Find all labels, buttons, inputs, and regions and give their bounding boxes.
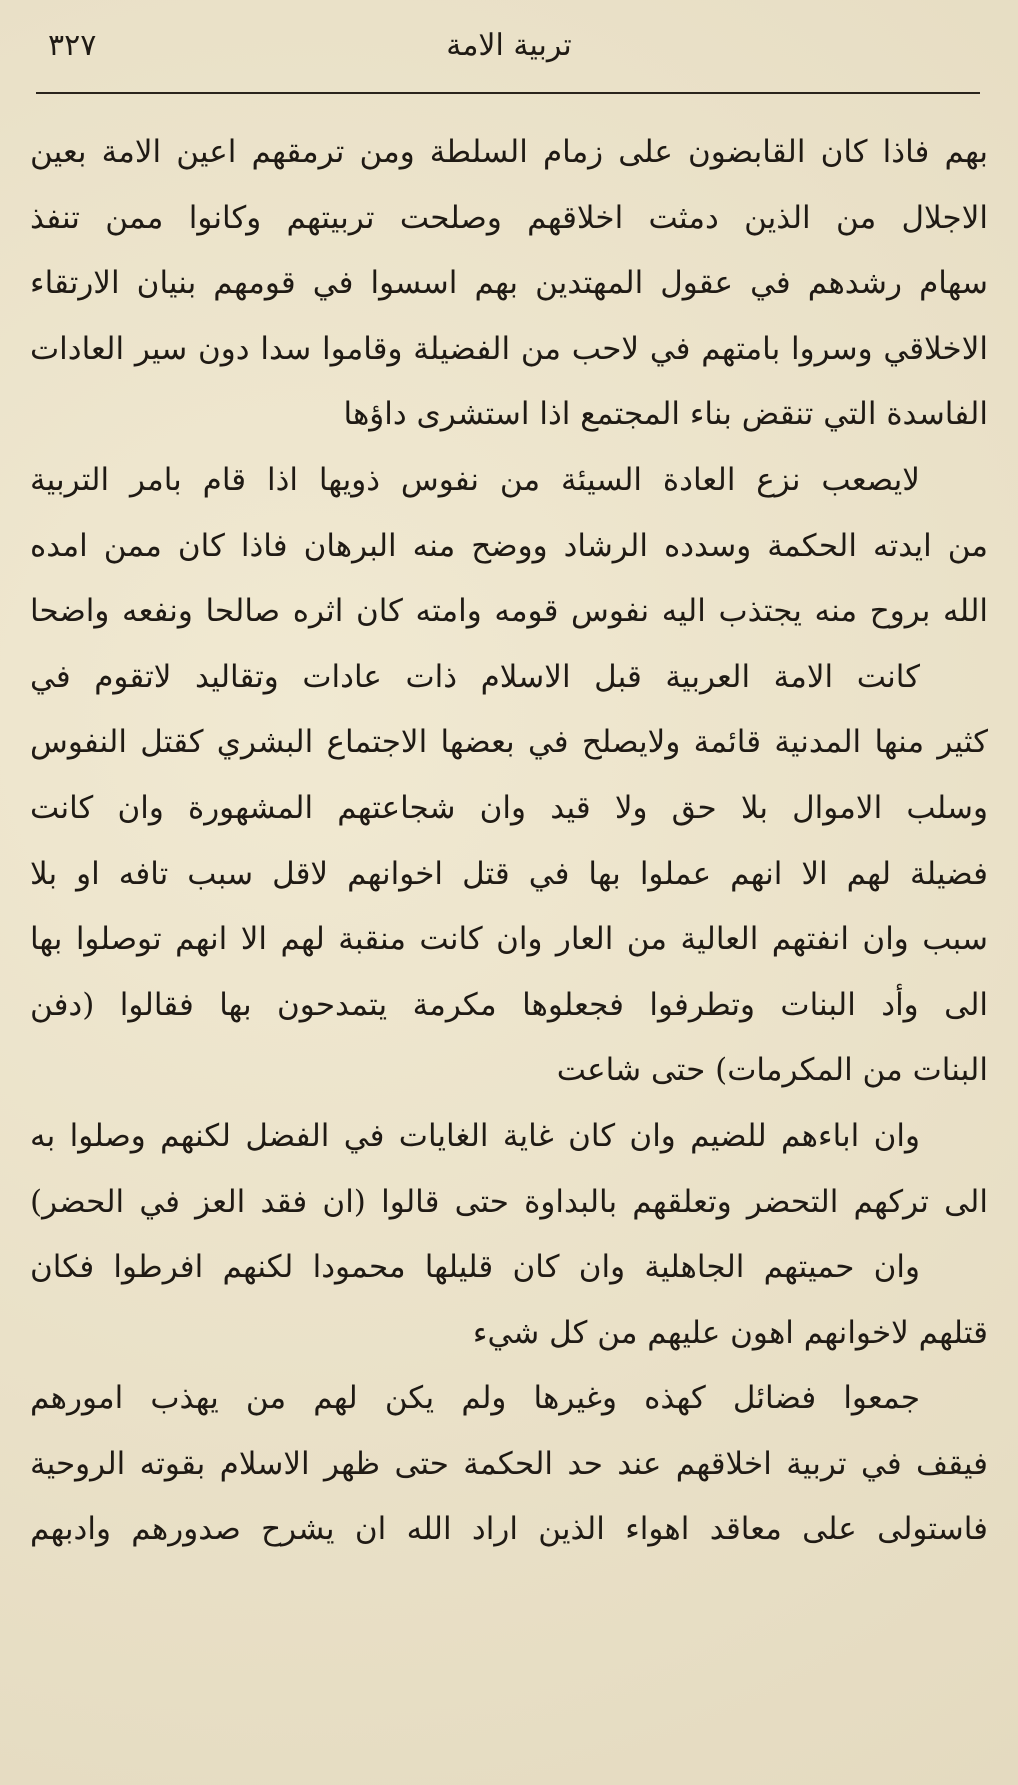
text-line: فاستولى على معاقد اهواء الذين اراد الله ان يشرح صدورهم وادبهم	[30, 1511, 988, 1548]
text-line: وسلب الاموال بلا حق ولا قيد وان شجاعتهم المشهورة وان كانت	[30, 789, 988, 826]
text-line: الله بروح منه يجتذب اليه نفوس قومه وامته كان اثره صالحا ونفعه واضحا	[30, 593, 988, 630]
text-line: فيقف في تربية اخلاقهم عند حد الحكمة حتى ظهر الاسلام بقوته الروحية	[30, 1445, 988, 1482]
page-number: ٣٢٧	[48, 28, 97, 63]
page-header	[40, 22, 978, 74]
text-line: الفاسدة التي تنقض بناء المجتمع اذا استشرى داؤها	[343, 396, 988, 433]
body-text	[30, 120, 988, 1563]
text-line: لايصعب نزع العادة السيئة من نفوس ذويها اذا قام بامر التربية	[30, 461, 920, 498]
text-line: بهم فاذا كان القابضون على زمام السلطة ومن ترمقهم اعين الامة بعين	[30, 134, 988, 170]
text-line: من ايدته الحكمة وسدده الرشاد ووضح منه البرهان فاذا كان ممن امده	[30, 527, 988, 564]
text-line: الاجلال من الذين دمثت اخلاقهم وصلحت تربيتهم وكانوا ممن تنفذ	[30, 199, 988, 236]
text-line: البنات من المكرمات) حتى شاعت	[556, 1052, 988, 1089]
header-rule	[36, 92, 980, 94]
text-line: سهام رشدهم في عقول المهتدين بهم اسسوا في قومهم بنيان الارتقاء	[30, 265, 988, 302]
text-line: وان اباءهم للضيم وان كان غاية الغايات في الفضل لكنهم وصلوا به	[30, 1117, 920, 1154]
text-line: الاخلاقي وسروا بامتهم في لاحب من الفضيلة وقاموا سدا دون سير العادات	[30, 330, 988, 367]
text-line: سبب وان انفتهم العالية من العار وان كانت منقبة لهم الا انهم توصلوا بها	[30, 921, 988, 958]
running-title: تربية الامة	[446, 28, 572, 63]
text-line: فضيلة لهم الا انهم عملوا بها في قتل اخوانهم لاقل سبب تافه او بلا	[30, 855, 988, 892]
text-line: الى تركهم التحضر وتعلقهم بالبداوة حتى قالوا (ان فقد العز في الحضر)	[30, 1183, 988, 1220]
text-line: الى وأد البنات وتطرفوا فجعلوها مكرمة يتمدحون بها فقالوا (دفن	[30, 986, 988, 1023]
text-line: وان حميتهم الجاهلية وان كان قليلها محمودا لكنهم افرطوا فكان	[30, 1249, 920, 1286]
text-line: كثير منها المدنية قائمة ولايصلح في بعضها الاجتماع البشري كقتل النفوس	[30, 724, 988, 761]
text-line: جمعوا فضائل كهذه وغيرها ولم يكن لهم من يهذب امورهم	[30, 1380, 920, 1417]
text-line: قتلهم لاخوانهم اهون عليهم من كل شيء	[472, 1314, 988, 1351]
text-line: كانت الامة العربية قبل الاسلام ذات عادات وتقاليد لاتقوم في	[30, 658, 920, 695]
